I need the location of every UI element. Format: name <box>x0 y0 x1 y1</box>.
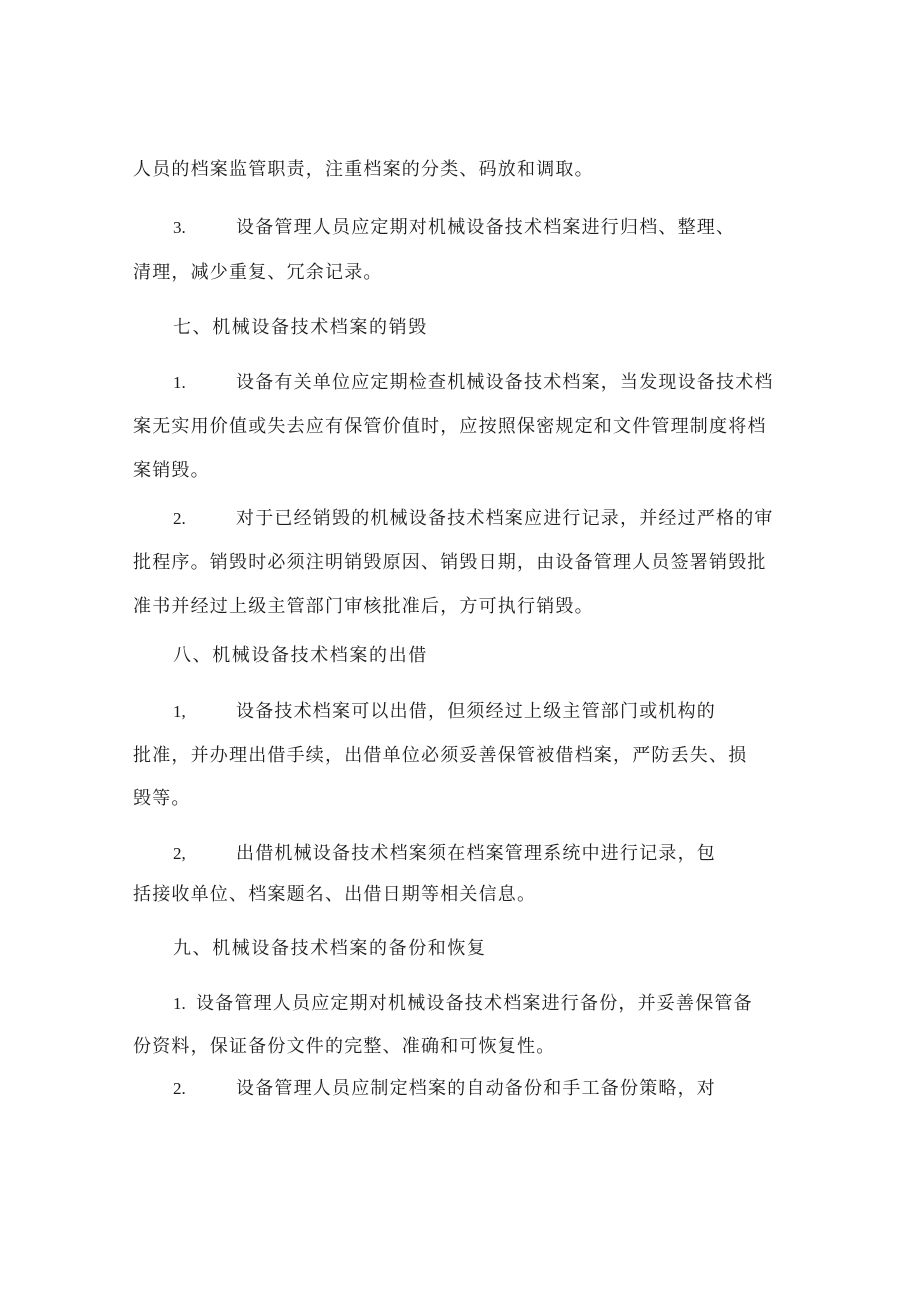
paragraph-line: 准书并经过上级主管部门审核批准后，方可执行销毁。 <box>133 596 594 617</box>
paragraph-line: 人员的档案监管职责，注重档案的分类、码放和调取。 <box>133 159 594 180</box>
paragraph-line: 批准，并办理出借手续，出借单位必须妥善保管被借档案，严防丢失、损 <box>133 745 748 766</box>
section-heading: 八、机械设备技术档案的出借 <box>173 645 428 666</box>
paragraph-line: 份资料，保证备份文件的完整、准确和可恢复性。 <box>133 1036 556 1057</box>
paragraph-line: 批程序。销毁时必须注明销毁原因、销毁日期，由设备管理人员签署销毁批 <box>133 552 767 573</box>
list-number: 1, <box>173 702 186 721</box>
list-number: 1. <box>173 373 186 392</box>
paragraph-line: 设备管理人员应定期对机械设备技术档案进行归档、整理、 <box>236 217 736 238</box>
section-heading: 七、机械设备技术档案的销毁 <box>173 317 428 338</box>
paragraph-line: 对于已经销毁的机械设备技术档案应进行记录，并经过严格的审 <box>236 508 774 529</box>
paragraph-line: 设备有关单位应定期检查机械设备技术档案，当发现设备技术档 <box>236 372 774 393</box>
list-number: 1. <box>173 994 186 1013</box>
section-heading: 九、机械设备技术档案的备份和恢复 <box>173 938 487 959</box>
paragraph-line: 括接收单位、档案题名、出借日期等相关信息。 <box>133 884 537 905</box>
paragraph-line: 设备技术档案可以出借，但须经过上级主管部门或机构的 <box>236 701 716 722</box>
paragraph-line: 设备管理人员应定期对机械设备技术档案进行备份，并妥善保管备 <box>196 993 753 1014</box>
paragraph-line: 出借机械设备技术档案须在档案管理系统中进行记录，包 <box>236 843 716 864</box>
list-number: 3. <box>173 218 186 237</box>
paragraph-line: 设备管理人员应制定档案的自动备份和手工备份策略，对 <box>236 1078 716 1099</box>
list-number: 2, <box>173 844 186 863</box>
paragraph-line: 案销毁。 <box>133 460 210 481</box>
list-number: 2. <box>173 1079 186 1098</box>
list-number: 2. <box>173 509 186 528</box>
paragraph-line: 毁等。 <box>133 788 191 809</box>
paragraph-line: 清理，减少重复、冗余记录。 <box>133 262 383 283</box>
paragraph-line: 案无实用价值或失去应有保管价值时，应按照保密规定和文件管理制度将档 <box>133 416 767 437</box>
